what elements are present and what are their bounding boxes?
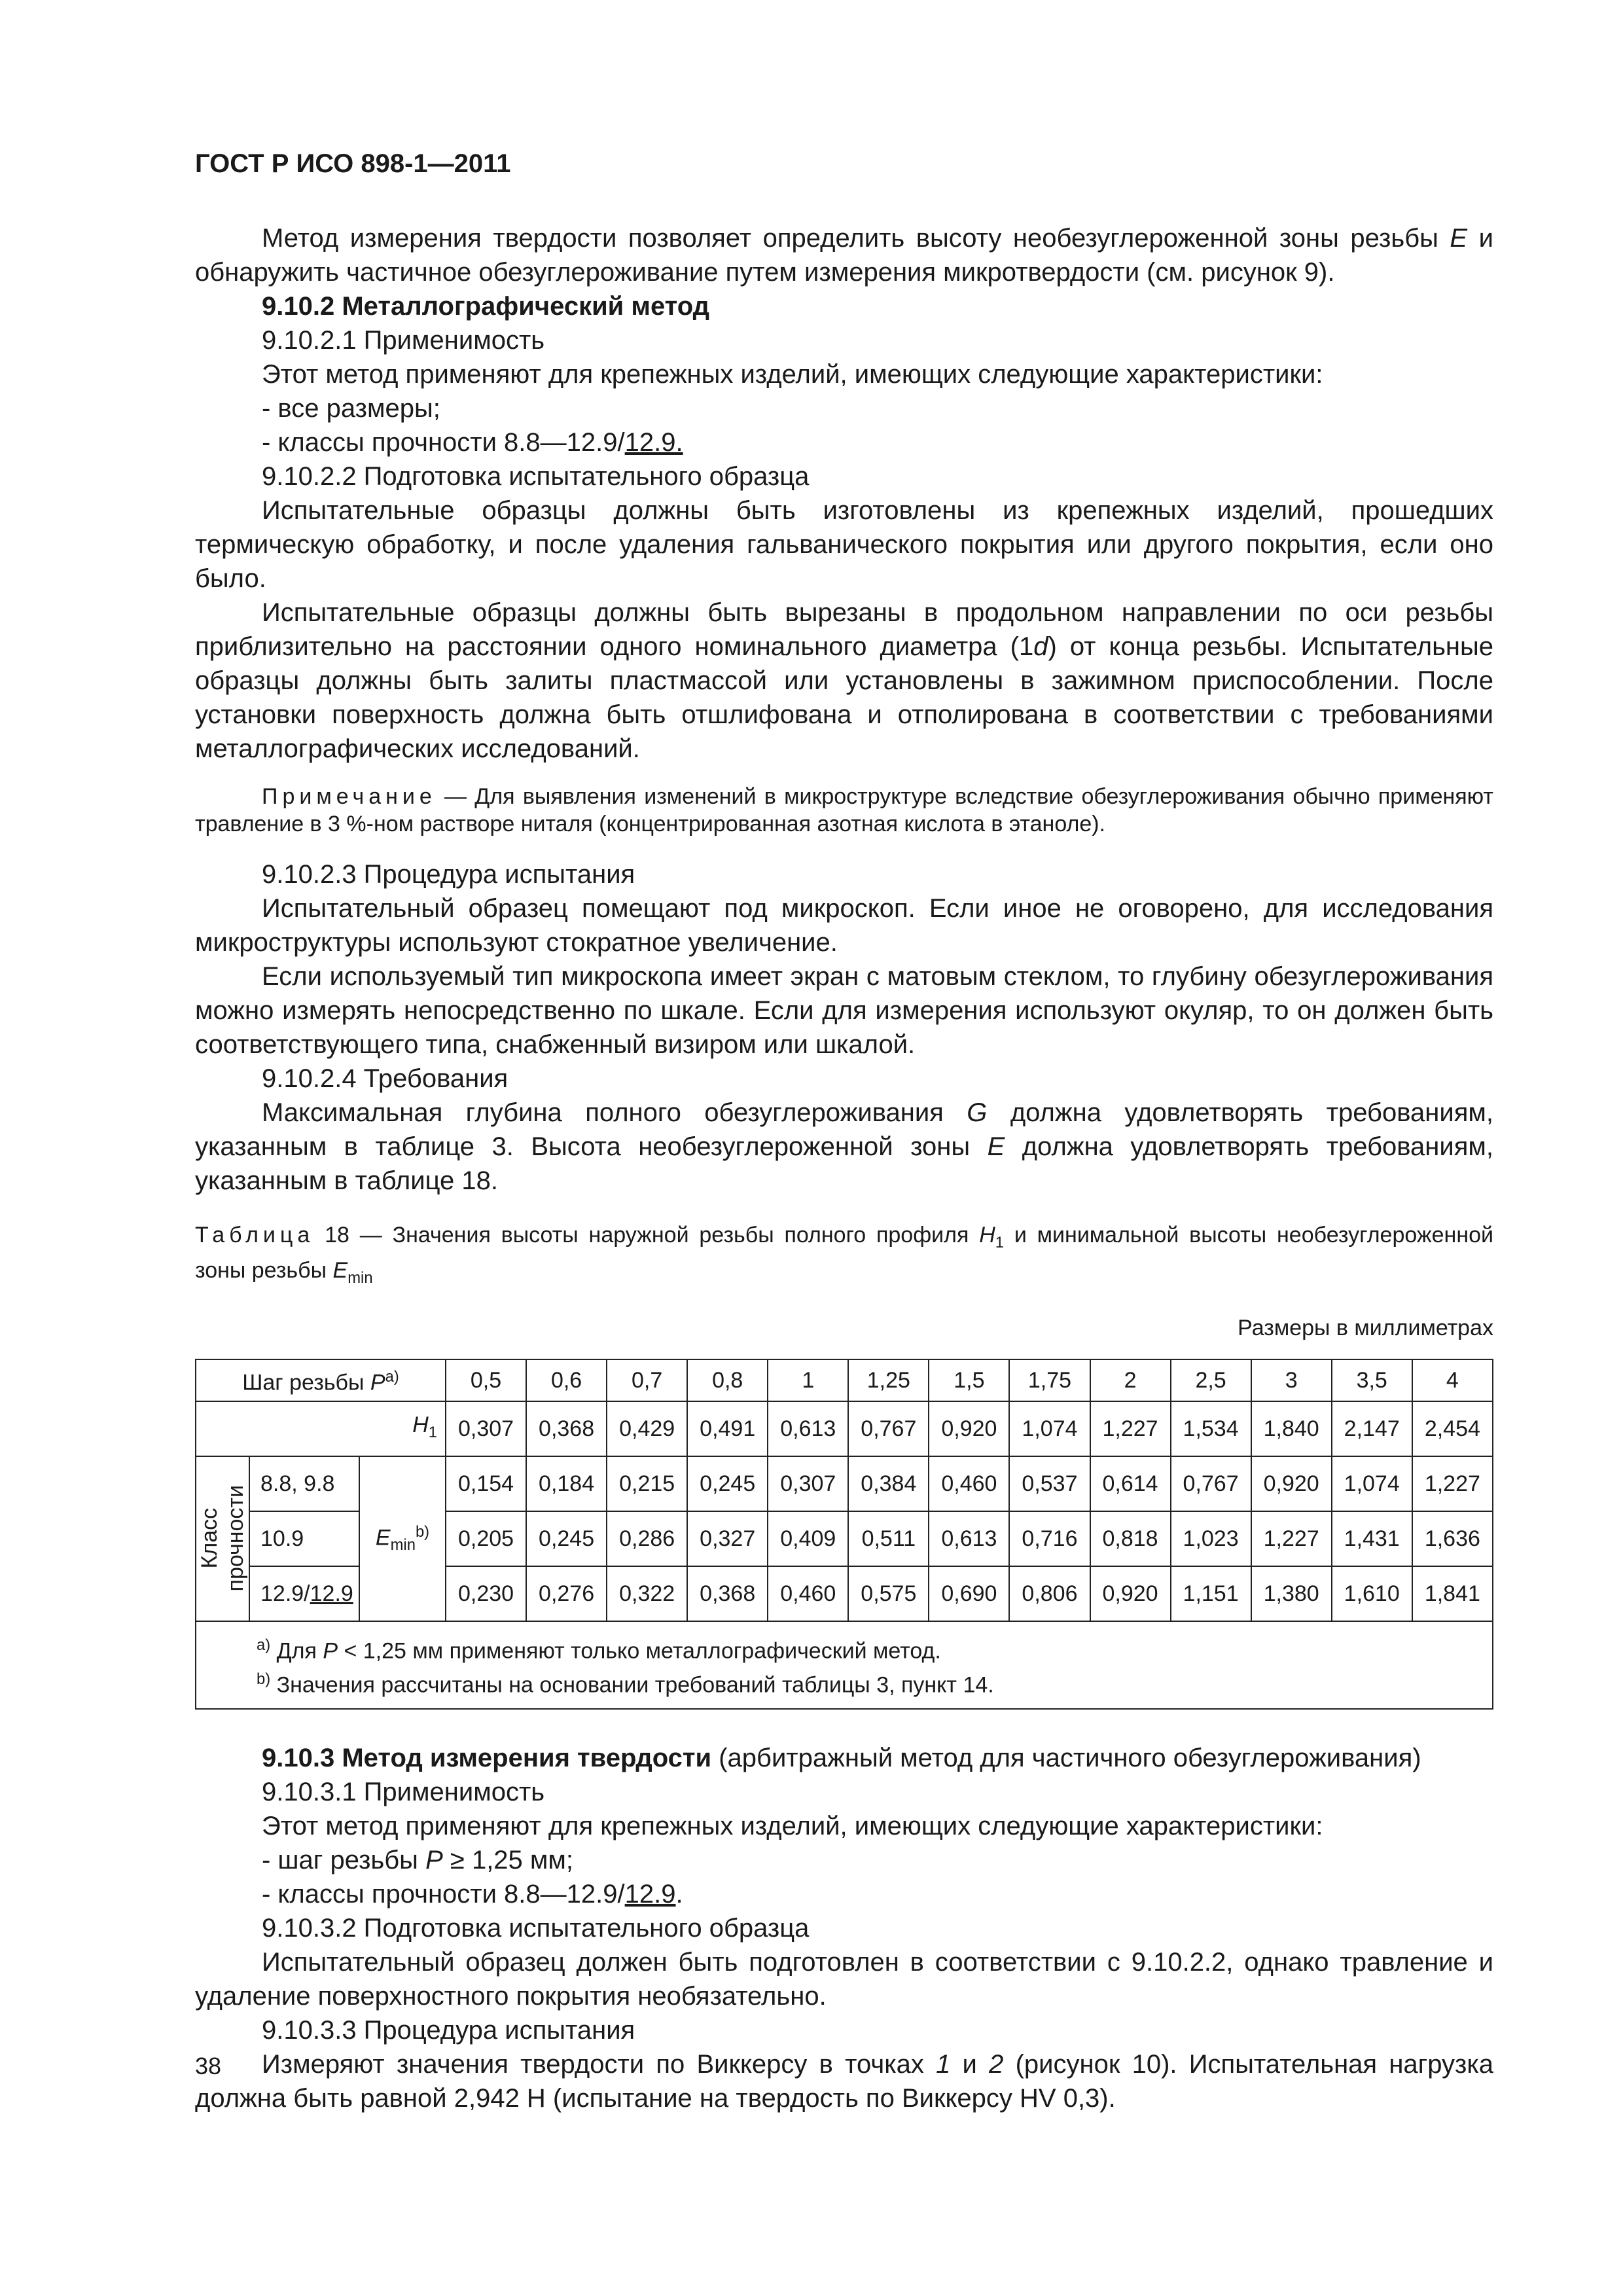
table-cell: 0,920: [929, 1401, 1009, 1456]
page-number: 38: [195, 2053, 222, 2079]
class-cell: 10.9: [249, 1511, 359, 1566]
table-cell: 1,074: [1009, 1401, 1090, 1456]
table-cell: 1,151: [1171, 1566, 1251, 1621]
table-cell: 1,610: [1332, 1566, 1412, 1621]
table-cell: 0,806: [1009, 1566, 1090, 1621]
paragraph-preparation-3: Испытательный образец должен быть подготовлен в соответствии с 9.10.2.2, однако травление и удаление поверхностного покрытия необязательно.: [195, 1948, 1493, 2011]
table-cell: 1,380: [1251, 1566, 1332, 1621]
table-cell: 0,460: [929, 1456, 1009, 1511]
section-heading-9-10-3: 9.10.3 Метод измерения твердости (арбитражный метод для частичного обезуглероживания): [262, 1744, 1421, 1773]
table-cell: 1,227: [1412, 1456, 1493, 1511]
table-cell: 1,636: [1412, 1511, 1493, 1566]
table-cell: 0,491: [687, 1401, 768, 1456]
table-cell: 1,841: [1412, 1566, 1493, 1621]
table-cell: 0,8: [687, 1359, 768, 1401]
table-row-h1: [196, 1401, 1493, 1456]
table-cell: 1: [768, 1359, 848, 1401]
paragraph-procedure-2: Если используемый тип микроскопа имеет экран с матовым стеклом, то глубину обезуглероживания можно измерять непосредственно по шкале. Если для измерения используют окуляр, то он должен быть соответствующего типа, снабженный визиром или шкалой.: [195, 962, 1493, 1059]
table-cell: 0,613: [768, 1401, 848, 1456]
table-cell: 0,5: [446, 1359, 526, 1401]
table-cell: 1,074: [1332, 1456, 1412, 1511]
table-cell: 0,307: [768, 1456, 848, 1511]
paragraph-preparation-2: Испытательные образцы должны быть вырезаны в продольном направлении по оси резьбы приблизительно на расстоянии одного номинального диаметра (1d) от конца резьбы. Испытательные образцы должны быть залиты пластмассой или установлены в зажимном приспособлении. После установки поверхность должна быть отшлифована и отполирована в соответствии с требованиями металлографических исследований.: [195, 598, 1494, 763]
subsection-heading-9-10-3-2: 9.10.3.2 Подготовка испытательного образца: [262, 1914, 810, 1943]
subsection-heading-9-10-2-1: 9.10.2.1 Применимость: [262, 326, 545, 355]
applicability-intro: Этот метод применяют для крепежных изделий, имеющих следующие характеристики:: [262, 360, 1323, 389]
table-caption: Таблица 18 — Значения высоты наружной резьбы полного профиля $H_1$ и минимальной высоты необезуглероженной зоны резьбы $E_{min}$: [195, 1223, 1494, 1287]
applicability-intro-2: Этот метод применяют для крепежных изделий, имеющих следующие характеристики:: [262, 1812, 1323, 1841]
subsection-heading-9-10-3-1: 9.10.3.1 Применимость: [262, 1778, 545, 1807]
table-footnotes: [196, 1621, 1493, 1710]
list-item-classes: - классы прочности 8.8—12.9/12.9.: [262, 428, 683, 457]
table-cell: 0,307: [446, 1401, 526, 1456]
table-cell: 0,368: [526, 1401, 607, 1456]
table-cell: 0,511: [848, 1511, 929, 1566]
paragraph-preparation-1: Испытательные образцы должны быть изготовлены из крепежных изделий, прошедших термическую обработку, и после удаления гальванического покрытия или другого покрытия, если оно было.: [195, 496, 1493, 593]
table-cell: 0,384: [848, 1456, 929, 1511]
paragraph-method-intro: Метод измерения твердости позволяет определить высоту необезуглероженной зоны резьбы E и обнаружить частичное обезуглероживание путем измерения микротвердости (см. рисунок 9).: [195, 224, 1493, 287]
list-item-pitch: - шаг резьбы P ≥ 1,25 мм;: [262, 1846, 574, 1875]
class-label: Класс прочности: [197, 1485, 248, 1592]
subsection-heading-9-10-2-2: 9.10.2.2 Подготовка испытательного образца: [262, 462, 810, 491]
table-cell: 0,767: [848, 1401, 929, 1456]
table-cell: 0,613: [929, 1511, 1009, 1566]
section-heading-9-10-2: 9.10.2 Металлографический метод: [262, 292, 710, 321]
list-item-classes-2: - классы прочности 8.8—12.9/12.9.: [262, 1880, 683, 1909]
table-cell: 2,5: [1171, 1359, 1251, 1401]
table-cell: 1,227: [1090, 1401, 1171, 1456]
table-cell: 0,245: [687, 1456, 768, 1511]
document-header: ГОСТ Р ИСО 898-1—2011: [195, 149, 511, 178]
table-cell: 0,7: [607, 1359, 687, 1401]
table-cell: 0,818: [1090, 1511, 1171, 1566]
table-cell: 1,227: [1251, 1511, 1332, 1566]
table-cell: 1,840: [1251, 1401, 1332, 1456]
paragraph-vickers: Измеряют значения твердости по Виккерсу в точках 1 и 2 (рисунок 10). Испытательная нагрузка должна быть равной 2,942 Н (испытание на твердость по Виккерсу HV 0,3).: [195, 2050, 1493, 2113]
table-cell: 1,431: [1332, 1511, 1412, 1566]
emin-label-cell: $E_{min}^{b)}$: [359, 1456, 446, 1621]
table-cell: 1,5: [929, 1359, 1009, 1401]
class-cell: 8.8, 9.8: [249, 1456, 359, 1511]
table-cell: 0,690: [929, 1566, 1009, 1621]
table-cell: 0,230: [446, 1566, 526, 1621]
subsection-heading-9-10-3-3: 9.10.3.3 Процедура испытания: [262, 2016, 635, 2045]
table-header-row: [196, 1359, 1493, 1401]
table-cell: 0,920: [1090, 1566, 1171, 1621]
table-cell: 1,25: [848, 1359, 929, 1401]
footnote-b: $^{b)}$ Значения рассчитаны на основании требований таблицы 3, пункт 14.: [257, 1670, 994, 1698]
subsection-heading-9-10-2-4: 9.10.2.4 Требования: [262, 1064, 508, 1093]
table-cell: 0,716: [1009, 1511, 1090, 1566]
table-cell: 0,245: [526, 1511, 607, 1566]
table-cell: 0,322: [607, 1566, 687, 1621]
table-cell: 0,920: [1251, 1456, 1332, 1511]
table-cell: 0,429: [607, 1401, 687, 1456]
table-row-class-8-8: [196, 1456, 1493, 1511]
table-footnotes-row: [196, 1621, 1493, 1710]
page-content: [195, 221, 1493, 2115]
table-cell: 0,575: [848, 1566, 929, 1621]
class-cell: 12.9/12.9: [249, 1566, 359, 1621]
class-label-cell: [196, 1456, 249, 1621]
table-cell: 0,205: [446, 1511, 526, 1566]
table-cell: 0,537: [1009, 1456, 1090, 1511]
table-cell: 2: [1090, 1359, 1171, 1401]
table-cell: 0,767: [1171, 1456, 1251, 1511]
table-units: Размеры в миллиметрах: [1238, 1315, 1493, 1340]
table-cell: 1,75: [1009, 1359, 1090, 1401]
table-cell: 3: [1251, 1359, 1332, 1401]
table-cell: 4: [1412, 1359, 1493, 1401]
h1-label-cell: $H_1$: [196, 1401, 446, 1456]
footnote-a: $^{a)}$ Для P < 1,25 мм применяют только металлографический метод.: [257, 1636, 941, 1663]
table-cell: 0,460: [768, 1566, 848, 1621]
table-cell: 0,184: [526, 1456, 607, 1511]
table-cell: 3,5: [1332, 1359, 1412, 1401]
note: Примечание — Для выявления изменений в микроструктуре вследствие обезуглероживания обычно применяют травление в 3 %-ном растворе ниталя (концентрированная азотная кислота в этаноле).: [195, 784, 1493, 836]
table-cell: 1,534: [1171, 1401, 1251, 1456]
table-cell: 0,368: [687, 1566, 768, 1621]
table-cell: 0,215: [607, 1456, 687, 1511]
subsection-heading-9-10-2-3: 9.10.2.3 Процедура испытания: [262, 860, 635, 889]
pitch-header-cell: Шаг резьбы $P^{a)}$: [196, 1359, 446, 1401]
table-cell: 0,327: [687, 1511, 768, 1566]
paragraph-procedure-1: Испытательный образец помещают под микроскоп. Если иное не оговорено, для исследования микроструктуры используют стократное увеличение.: [195, 894, 1493, 957]
table-cell: 0,614: [1090, 1456, 1171, 1511]
table-cell: 1,023: [1171, 1511, 1251, 1566]
table-cell: 0,409: [768, 1511, 848, 1566]
table-cell: 0,276: [526, 1566, 607, 1621]
paragraph-requirements: Максимальная глубина полного обезуглероживания G должна удовлетворять требованиям, указанным в таблице 3. Высота необезуглероженной зоны E должна удовлетворять требованиям, указанным в таблице 18.: [195, 1098, 1493, 1195]
table-cell: 0,154: [446, 1456, 526, 1511]
table-cell: 0,286: [607, 1511, 687, 1566]
decarburization-table: [195, 1359, 1493, 1710]
table-cell: 2,454: [1412, 1401, 1493, 1456]
table-cell: 2,147: [1332, 1401, 1412, 1456]
table-cell: 0,6: [526, 1359, 607, 1401]
list-item-sizes: - все размеры;: [262, 394, 440, 423]
